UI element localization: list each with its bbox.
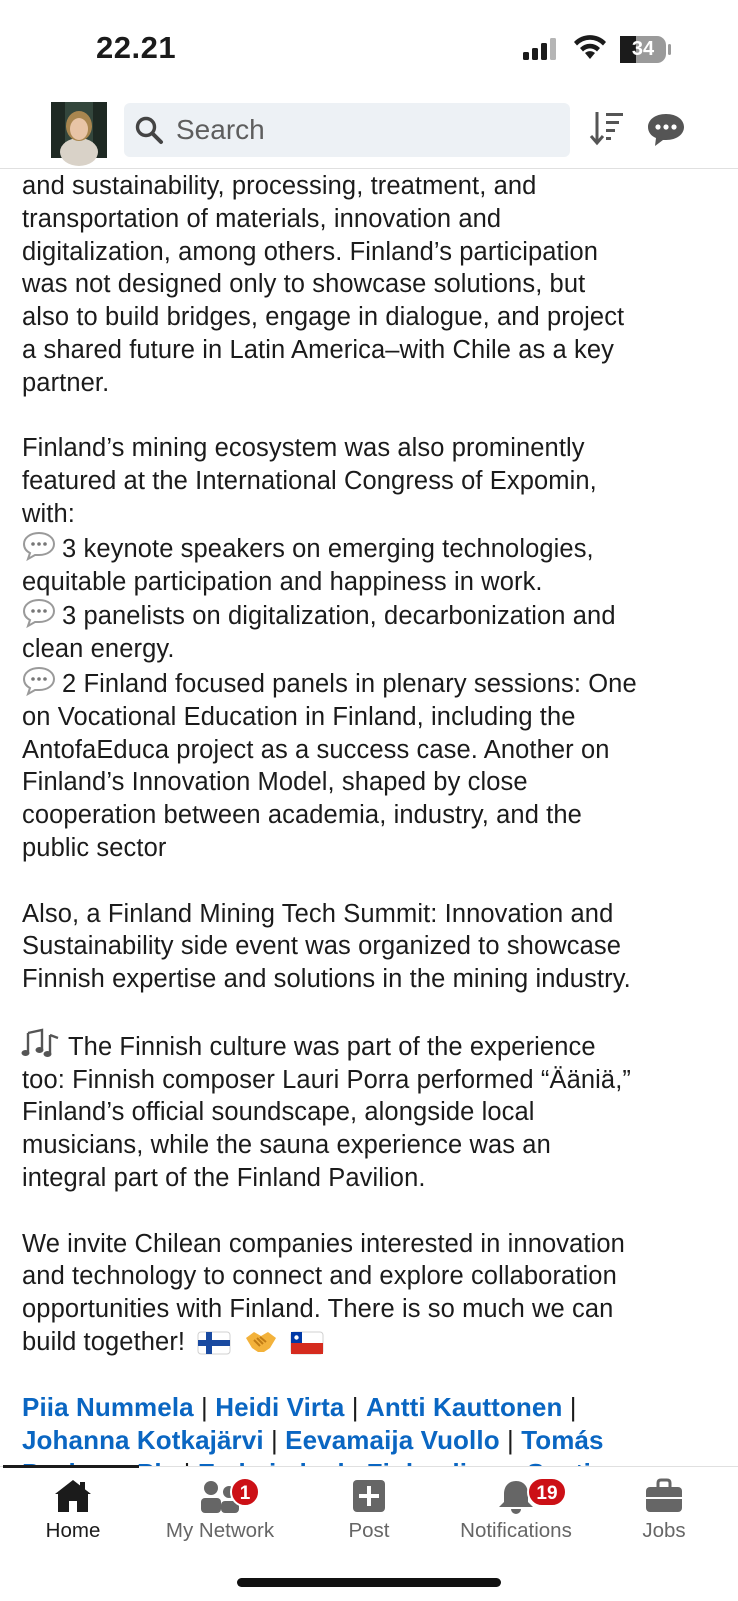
top-header <box>0 100 738 169</box>
messaging-icon[interactable] <box>646 112 686 148</box>
status-time: 22.21 <box>96 30 177 65</box>
notification-badge: 1 <box>230 1477 260 1507</box>
text-line: transportation of materials, innovation and <box>22 204 502 233</box>
text-line: and sustainability, processing, treatment, and <box>22 172 537 200</box>
tag-separator: | <box>507 1425 514 1456</box>
text-line: Finland’s mining ecosystem was also prominently <box>22 434 585 463</box>
finland-flag-icon <box>198 1332 230 1354</box>
text-line: public sector <box>22 833 167 862</box>
avatar[interactable] <box>51 102 107 158</box>
speech-bubble-icon <box>22 531 56 561</box>
tag-separator: | <box>351 1392 359 1423</box>
text-line: integral part of the Finland Pavilion. <box>22 1163 426 1192</box>
bullet-text: 3 keynote speakers on emerging technologies, <box>62 534 594 563</box>
paragraph-5 <box>22 1228 722 1359</box>
tab-label: Notifications <box>460 1519 572 1542</box>
search-icon <box>134 115 164 145</box>
add-post-icon <box>352 1479 386 1513</box>
tag-link[interactable]: Eevamaija Vuollo <box>285 1425 500 1456</box>
notification-badge: 19 <box>527 1477 567 1507</box>
text-line: musicians, while the sauna experience was an <box>22 1131 551 1160</box>
text-line: too: Finnish composer Lauri Porra performed “Ääniä,” <box>22 1065 631 1094</box>
tags-line <box>22 1391 722 1424</box>
text-line-content: The Finnish culture was part of the experience <box>68 1032 596 1061</box>
tab-notifications[interactable] <box>446 1467 586 1557</box>
text-line: Finland’s Innovation Model, shaped by close <box>22 768 528 797</box>
tag-separator: | <box>569 1392 577 1423</box>
tag-separator: | <box>201 1392 208 1423</box>
search-bar[interactable] <box>124 103 570 157</box>
bullet-text: 3 panelists on digitalization, decarbonization and <box>62 602 616 631</box>
tag-link[interactable]: Johanna Kotkajärvi <box>22 1425 264 1456</box>
battery-percent: 34 <box>631 38 655 60</box>
text-line <box>22 1029 722 1064</box>
wifi-icon <box>573 34 607 60</box>
text-line: a shared future in Latin America–with Chile as a key <box>22 335 615 364</box>
tag-link[interactable]: Piia Nummela <box>22 1392 194 1423</box>
cellular-signal-icon <box>523 38 557 60</box>
post-content <box>22 170 722 1466</box>
sort-icon[interactable] <box>589 110 625 146</box>
post-body <box>22 170 722 1490</box>
tag-link[interactable]: Tomás <box>521 1425 604 1456</box>
bullet-item <box>22 531 722 566</box>
text-line: clean energy. <box>22 635 175 664</box>
text-line: Sustainability side event was organized to showcase <box>22 932 622 961</box>
paragraph-3 <box>22 898 722 996</box>
home-indicator <box>237 1578 501 1587</box>
tab-my-network[interactable] <box>150 1467 290 1557</box>
text-line: digitalization, among others. Finland’s participation <box>22 237 599 266</box>
tab-jobs[interactable] <box>594 1467 734 1557</box>
text-line: with: <box>22 499 75 528</box>
briefcase-icon <box>645 1479 683 1513</box>
text-line: also to build bridges, engage in dialogue, and project <box>22 303 625 332</box>
home-icon <box>53 1479 93 1513</box>
text-line: Finland’s official soundscape, alongside local <box>22 1098 535 1127</box>
tab-home[interactable] <box>3 1467 143 1557</box>
tab-label: Jobs <box>642 1519 686 1542</box>
text-line: equitable participation and happiness in work. <box>22 567 543 596</box>
tag-separator: | <box>270 1425 278 1456</box>
text-line: was not designed only to showcase solutions, but <box>22 270 586 299</box>
tab-label: Home <box>45 1519 101 1542</box>
tab-label: My Network <box>165 1519 275 1542</box>
speech-bubble-icon <box>22 598 56 628</box>
tag-link[interactable]: Heidi Virta <box>215 1392 345 1423</box>
text-line: featured at the International Congress of Expomin, <box>22 467 597 496</box>
text-line <box>22 1326 722 1359</box>
bullet-item <box>22 598 722 633</box>
bullet-text: 2 Finland focused panels in plenary sessions: One <box>62 669 637 698</box>
bullet-item <box>22 666 722 701</box>
music-notes-icon <box>22 1029 62 1059</box>
paragraph-2 <box>22 432 722 864</box>
text-line: opportunities with Finland. There is so much we can <box>22 1295 614 1324</box>
text-line: and technology to connect and explore collaboration <box>22 1262 617 1291</box>
tab-label: Post <box>348 1519 390 1542</box>
speech-bubble-icon <box>22 666 56 696</box>
tag-link[interactable]: Antti Kauttonen <box>365 1392 563 1423</box>
text-line-content: build together! <box>22 1327 186 1356</box>
text-line: Also, a Finland Mining Tech Summit: Innovation and <box>22 899 614 928</box>
battery-icon <box>620 36 670 64</box>
paragraph-1 <box>22 170 722 400</box>
paragraph-4 <box>22 1029 722 1195</box>
text-line: partner. <box>22 368 110 397</box>
text-line: We invite Chilean companies interested in innovation <box>22 1229 625 1258</box>
search-input[interactable]: Search <box>176 114 265 145</box>
handshake-icon <box>244 1328 278 1354</box>
status-bar <box>0 0 738 100</box>
tab-post[interactable] <box>299 1467 439 1557</box>
text-line: cooperation between academia, industry, and the <box>22 801 582 830</box>
text-line: Finnish expertise and solutions in the mining industry. <box>22 965 631 994</box>
chile-flag-icon <box>291 1332 323 1354</box>
text-line: AntofaEduca project as a success case. Another on <box>22 735 610 764</box>
text-line: on Vocational Education in Finland, including the <box>22 702 576 731</box>
tags-line <box>22 1424 722 1457</box>
